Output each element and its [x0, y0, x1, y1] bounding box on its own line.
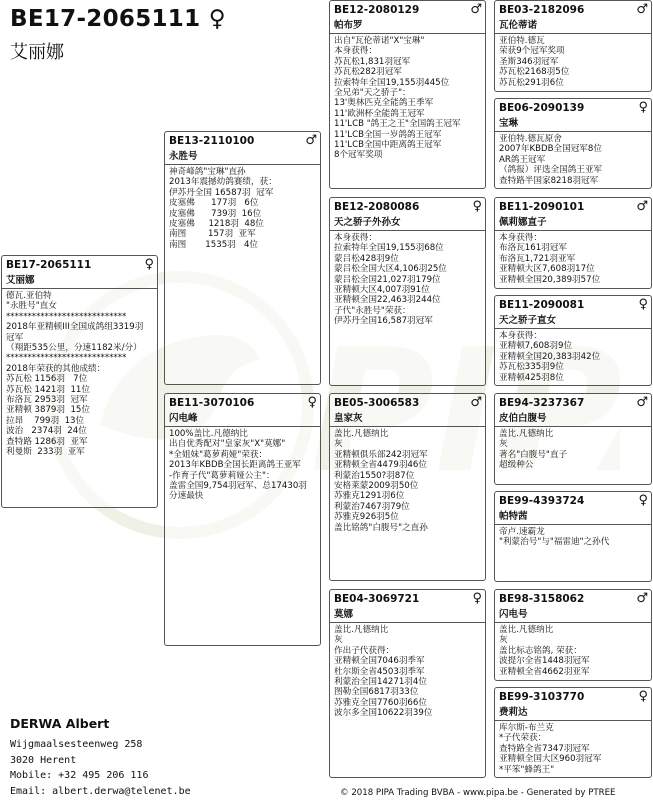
- male-icon: ♂: [470, 395, 482, 410]
- card-ring-number: BE11-3070106: [169, 396, 255, 409]
- card-detail-line: 安格莱蒙2009羽50位: [334, 481, 419, 492]
- card-detail-line: "永胜号"直女: [6, 301, 57, 312]
- pedigree-card-dam-sire: [329, 393, 486, 581]
- card-detail-line: 南图 1535羽 4位: [169, 239, 259, 250]
- male-icon: ♂: [636, 199, 648, 214]
- card-pigeon-name: 艾丽娜: [2, 271, 157, 289]
- card-detail-line: （鸽报）评选全国鸽王亚军: [499, 165, 603, 176]
- card-detail-line: 亚精顿425羽8位: [499, 372, 564, 383]
- card-detail-line: 波提尔全省1448羽冠军: [499, 656, 590, 667]
- card-detail-line: 亚精顿全省4479羽46位: [334, 460, 427, 471]
- card-detail-line: 灰: [334, 635, 343, 646]
- card-detail-line: 亚精顿全国7046羽季军: [334, 656, 425, 667]
- card-detail-line: 库尔斯-布兰克: [499, 723, 554, 733]
- owner-email: Email: albert.derwa@telenet.be: [10, 785, 191, 797]
- card-details: [495, 132, 651, 188]
- card-detail-line: 皮塞佛 739羽 16位: [169, 208, 262, 219]
- card-detail-line: 苏瓦松291羽6位: [499, 77, 564, 88]
- card-detail-line: （翔距535公里，分速1182米/分）: [6, 343, 142, 354]
- card-detail-line: 亚精顿大区4,007羽91位: [334, 285, 430, 296]
- female-icon: ♀: [472, 591, 482, 606]
- card-detail-line: 亚精顿全国大区960羽冠军: [499, 754, 602, 765]
- card-detail-line: 11'LCB全国中距离鸽王冠军: [334, 140, 442, 151]
- pedigree-card-sdd: [494, 295, 652, 386]
- card-ring-number: BE06-2090139: [499, 101, 585, 114]
- male-icon: ♂: [470, 2, 482, 17]
- card-detail-line: 分速最快: [169, 491, 204, 502]
- card-detail-line: 灰: [499, 635, 508, 646]
- card-detail-line: 苏瓦松 1421羽 11位: [6, 384, 90, 395]
- card-ring-number: BE94-3237367: [499, 396, 585, 409]
- card-detail-line: ****************************: [6, 353, 127, 364]
- card-detail-line: 苏雅克926羽5位: [334, 512, 399, 523]
- card-detail-line: 100%盖比.凡德纳比: [169, 429, 248, 439]
- card-detail-line: -作育子代"葛萝莉娅公主"：: [169, 470, 275, 481]
- card-detail-line: 全兄弟"天之骄子"：: [334, 88, 411, 99]
- card-detail-line: 蒙吕松428羽9位: [334, 253, 399, 264]
- card-detail-line: 波尔多全国10622羽39位: [334, 708, 433, 719]
- card-details: [165, 427, 320, 504]
- card-ring-number: BE99-3103770: [499, 690, 585, 703]
- card-detail-line: 盖比.凡德纳比: [334, 625, 389, 635]
- card-detail-line: 灰: [499, 439, 508, 450]
- card-details: [330, 231, 485, 329]
- card-detail-line: 苏瓦松335羽9位: [499, 362, 564, 373]
- card-pigeon-name: 天之骄子外孙女: [330, 213, 485, 231]
- card-detail-line: 图勒全国6817羽33位: [334, 687, 419, 698]
- card-pigeon-name: 天之骄子直女: [495, 311, 651, 329]
- card-detail-line: 布洛瓦161羽冠军: [499, 243, 567, 254]
- card-detail-line: 本身获得：: [499, 233, 542, 243]
- card-detail-line: 亚伯特.德瓦: [499, 36, 545, 46]
- card-detail-line: 查特路全省7347羽冠军: [499, 743, 590, 754]
- card-detail-line: 布洛瓦1,721羽亚军: [499, 253, 576, 264]
- card-detail-line: *子代荣获：: [499, 733, 547, 744]
- card-pigeon-name: 瓦伦蒂诺: [495, 16, 651, 34]
- card-ring-number: BE17-2065111: [6, 258, 92, 271]
- card-detail-line: 亚精顿全国20,389羽57位: [499, 274, 601, 285]
- card-detail-line: 波治 2374羽 24位: [6, 426, 87, 437]
- card-ring-number: BE11-2090101: [499, 200, 585, 213]
- card-detail-line: 2007年KBDB全国冠军8位: [499, 144, 602, 155]
- card-detail-line: 灰: [334, 439, 343, 450]
- card-detail-line: 杜尔斯全省4503羽季军: [334, 666, 425, 677]
- owner-mobile: Mobile: +32 495 206 116: [10, 770, 149, 781]
- female-icon: ♀: [307, 395, 317, 410]
- pedigree-card-sire-dam: [329, 197, 486, 386]
- card-detail-line: 11'欧洲杯全能鸽王冠军: [334, 108, 425, 119]
- pigeon-ring-number: BE17-2065111 ♀: [10, 6, 226, 32]
- card-detail-line: 帝卢.速霸龙: [499, 527, 545, 537]
- card-detail-line: ****************************: [6, 311, 127, 322]
- pedigree-card-ddd: [494, 687, 652, 778]
- pedigree-card-sire-sire: [329, 0, 486, 189]
- card-detail-line: *平笨"蜂鸽王": [499, 764, 555, 775]
- card-details: [495, 525, 651, 550]
- card-detail-line: 本身获得：: [499, 331, 542, 341]
- card-detail-line: 苏瓦松1,831羽冠军: [334, 56, 411, 67]
- card-detail-line: 11'LCB "鸽王之王"全国鸽王冠军: [334, 119, 461, 130]
- card-detail-line: 德瓦.亚伯特: [6, 291, 52, 301]
- card-ring-number: BE05-3006583: [334, 396, 420, 409]
- card-detail-line: 苏瓦松2168羽5位: [499, 67, 570, 78]
- card-details: [330, 427, 485, 535]
- card-detail-line: 2013年震撼幼鸽赛绩，获：: [169, 177, 277, 188]
- card-detail-line: 亚精顿全国20,383羽42位: [499, 351, 601, 362]
- card-details: [495, 329, 651, 385]
- pedigree-card-sss: [494, 0, 652, 92]
- card-detail-line: 拉昂 799羽 13位: [6, 415, 85, 426]
- female-icon: ♀: [638, 493, 648, 508]
- card-detail-line: 布洛瓦 2953羽 冠军: [6, 395, 88, 406]
- pedigree-card-sire: [164, 131, 321, 385]
- card-details: [495, 427, 651, 473]
- card-detail-line: 利蒙治7467羽79位: [334, 501, 410, 512]
- card-detail-line: 2018年亚精顿III全国成鸽组3319羽: [6, 322, 144, 333]
- card-detail-line: 亚精顿俱乐部242羽冠军: [334, 449, 428, 460]
- pedigree-card-subject: [1, 255, 158, 508]
- card-detail-line: 南图 157羽 亚军: [169, 229, 256, 240]
- card-detail-line: 13'奥林匹克全能鸽王季军: [334, 98, 434, 109]
- card-pigeon-name: 闪电峰: [165, 409, 320, 427]
- card-pigeon-name: 闪电号: [495, 605, 651, 623]
- card-detail-line: 盖比.凡德纳比: [499, 625, 554, 635]
- card-detail-line: 苏雅克全国7760羽66位: [334, 697, 427, 708]
- card-details: [330, 34, 485, 163]
- card-detail-line: 著名"白腹号"直子: [499, 449, 568, 460]
- card-detail-line: 利蒙治全国14271羽4位: [334, 677, 427, 688]
- owner-address: Wijgmaalsesteenweg 258: [10, 739, 143, 750]
- pedigree-card-sds: [494, 197, 652, 289]
- pedigree-card-dsd: [494, 491, 652, 582]
- card-ring-number: BE03-2182096: [499, 3, 585, 16]
- card-detail-line: 查特路半国家8218羽冠军: [499, 175, 599, 186]
- card-pigeon-name: 费莉达: [495, 703, 651, 721]
- card-detail-line: 盖比.凡德纳比: [499, 429, 554, 439]
- card-detail-line: 2018年荣获的其他成绩：: [6, 363, 106, 374]
- card-detail-line: AR鸽王冠军: [499, 154, 546, 165]
- pedigree-card-dam-dam: [329, 589, 486, 778]
- card-detail-line: 亚精顿7,608羽9位: [499, 341, 573, 352]
- card-pigeon-name: 帕特茜: [495, 507, 651, 525]
- female-icon: ♀: [208, 6, 226, 32]
- card-detail-line: 出自优秀配对"皇家灰"X"莫娜": [169, 439, 286, 450]
- pigeon-name: 艾丽娜: [10, 42, 64, 63]
- female-icon: ♀: [638, 297, 648, 312]
- pedigree-card-ssd: [494, 98, 652, 189]
- card-detail-line: 2013年KBDB全国长距离鸽王亚军: [169, 460, 301, 471]
- card-detail-line: 苏瓦松 1156羽 7位: [6, 374, 88, 385]
- card-details: [2, 289, 157, 460]
- card-detail-line: 苏瓦松282羽冠军: [334, 67, 402, 78]
- card-pigeon-name: 皮伯白腹号: [495, 409, 651, 427]
- card-detail-line: 本身获得：: [334, 46, 377, 57]
- pedigree-card-dam: [164, 393, 321, 646]
- card-pigeon-name: 皇家灰: [330, 409, 485, 427]
- card-detail-line: 伊苏丹全国 16587羽 冠军: [169, 187, 274, 198]
- card-detail-line: 本身获得：: [334, 233, 377, 243]
- card-detail-line: 盖比标志铭鸽, 荣获：: [499, 645, 582, 656]
- card-detail-line: 盖比铭鸽"白腹号"之直孙: [334, 522, 428, 533]
- female-icon: ♀: [472, 199, 482, 214]
- card-detail-line: "利蒙治号"与"福雷迪"之孙代: [499, 537, 610, 548]
- card-detail-line: 拉索特年全国19,155羽68位: [334, 243, 444, 254]
- card-pigeon-name: 宝琳: [495, 114, 651, 132]
- female-icon: ♀: [638, 100, 648, 115]
- card-detail-line: 盖雷全国9,754羽冠军、总17430羽: [169, 481, 307, 492]
- female-icon: ♀: [638, 689, 648, 704]
- card-details: [495, 34, 651, 90]
- card-details: [495, 721, 651, 777]
- card-ring-number: BE11-2090081: [499, 298, 585, 311]
- card-detail-line: 利曼斯 233羽 亚军: [6, 447, 85, 458]
- card-detail-line: 亚精顿 3879羽 15位: [6, 405, 90, 416]
- male-icon: ♂: [636, 2, 648, 17]
- card-detail-line: 神奇峰鸽"宝琳"直孙: [169, 167, 246, 177]
- card-detail-line: 荣获9个冠军奖项: [499, 46, 565, 57]
- card-detail-line: 伊苏丹全国16,587羽冠军: [334, 316, 433, 327]
- card-ring-number: BE12-2080129: [334, 3, 420, 16]
- card-detail-line: 利蒙治1550?羽87位: [334, 470, 415, 481]
- card-detail-line: 皮塞佛 177羽 6位: [169, 198, 259, 209]
- card-detail-line: 苏雅克1291羽6位: [334, 491, 405, 502]
- card-ring-number: BE04-3069721: [334, 592, 420, 605]
- card-detail-line: 蒙吕松全国21,027羽179位: [334, 274, 441, 285]
- card-detail-line: 11'LCB全国一岁鸽鸽王冠军: [334, 129, 442, 140]
- card-ring-number: BE99-4393724: [499, 494, 585, 507]
- card-detail-line: 皮塞佛 1218羽 48位: [169, 219, 264, 230]
- card-detail-line: 查特路 1286羽 亚军: [6, 436, 88, 447]
- card-pigeon-name: 莫娜: [330, 605, 485, 623]
- card-detail-line: 盖比.凡德纳比: [334, 429, 389, 439]
- card-detail-line: 亚精顿全国22,463羽244位: [334, 295, 441, 306]
- female-icon: ♀: [144, 257, 154, 272]
- card-pigeon-name: 永胜号: [165, 147, 320, 165]
- card-detail-line: *全姐妹"葛萝莉娅"荣获：: [169, 449, 268, 460]
- male-icon: ♂: [305, 133, 317, 148]
- card-details: [495, 231, 651, 287]
- card-detail-line: 亚伯特.德瓦原舍: [499, 134, 562, 144]
- card-detail-line: 亚精顿全省4662羽亚军: [499, 666, 590, 677]
- card-detail-line: 超级种公: [499, 460, 534, 471]
- card-detail-line: 蒙吕松全国大区4,106羽25位: [334, 264, 447, 275]
- card-detail-line: 出自"瓦伦蒂诺"X"宝琳": [334, 36, 425, 46]
- card-pigeon-name: 佩莉娜直子: [495, 213, 651, 231]
- pedigree-card-dds: [494, 589, 652, 681]
- card-detail-line: 圣斯346羽冠军: [499, 56, 559, 67]
- card-detail-line: 拉索特年全国19,155羽445位: [334, 77, 450, 88]
- card-ring-number: BE13-2110100: [169, 134, 255, 147]
- card-detail-line: 冠军: [6, 332, 24, 343]
- male-icon: ♂: [636, 395, 648, 410]
- pedigree-card-dss: [494, 393, 652, 485]
- card-detail-line: 子代"永胜号"荣获：: [334, 305, 411, 316]
- card-details: [165, 165, 320, 252]
- card-detail-line: 亚精顿大区7,608羽17位: [499, 264, 595, 275]
- card-detail-line: 作出子代获得：: [334, 645, 395, 656]
- card-detail-line: 8个冠军奖项: [334, 150, 383, 161]
- card-ring-number: BE98-3158062: [499, 592, 585, 605]
- owner-city: 3020 Herent: [10, 754, 77, 766]
- card-details: [495, 623, 651, 679]
- card-ring-number: BE12-2080086: [334, 200, 420, 213]
- owner-name: DERWA Albert: [10, 716, 110, 731]
- card-pigeon-name: 帕布罗: [330, 16, 485, 34]
- male-icon: ♂: [636, 591, 648, 606]
- card-details: [330, 623, 485, 721]
- owner-info: [10, 716, 191, 799]
- footer-copyright: © 2018 PIPA Trading BVBA - www.pipa.be - Generated by PTREE: [340, 788, 616, 798]
